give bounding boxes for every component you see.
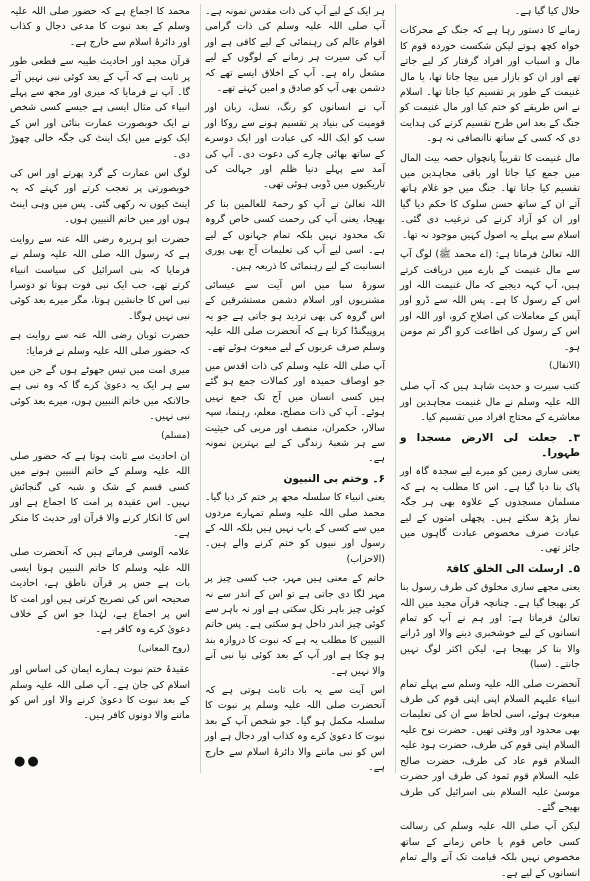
paragraph: اللہ تعالیٰ فرماتا ہے: (اے محمد ﷺ) لوگ آپ سے مال غنیمت کے بارے میں دریافت کرتے ہیں، آپ کہہ دیجیے کہ مال غنیمت اللہ اور اس کے رسول کا ہے۔ پس اللہ سے ڈرو اور آپس کے معاملات کی اصلاح کرو، اور اللہ اور اس کے رسول کی اطاعت کرو اگر تم مومن ہو۔ xyxy=(400,249,580,353)
paragraph: زمانے کا دستور رہا ہے کہ جنگ کے محرکات خواہ کچھ ہوتے لیکن شکست خوردہ قوم کا مال و اسباب اور افراد گرفتار کر لیے جاتے تھے اور ان کو بازار میں بیچا جاتا تھا، یا مال غنیمت کے طور پر تقسیم کیا جاتا تھا۔ اسلام نے اس طریقے کو ختم کیا اور مال غنیمت کو جنگ کے بعد اس طرح تقسیم کرنے کی ہدایت دی کہ کسی کے ساتھ ناانصافی نہ ہو۔ xyxy=(400,25,580,145)
column-left xyxy=(6,4,194,773)
paragraph: حضرت ابو ہریرہ رضی اللہ عنہ سے روایت ہے کہ رسول اللہ صلی اللہ علیہ وسلم نے فرمایا کہ بنی اسرائیل کی سیاست انبیاء کرتے تھے، جب ایک نبی فوت ہوتا تو دوسرا نبی اس کا جانشین ہوتا، مگر میرے بعد کوئی نبی نہیں ہوگا۔ xyxy=(10,233,190,322)
column-middle xyxy=(200,4,389,773)
column-right xyxy=(395,4,584,879)
citation: (مسلم) xyxy=(161,430,190,441)
paragraph: سورۂ سبا میں اس آیت سے عیسائی مشنریوں اور اسلام دشمن مستشرقین کے اس گروہ کی بھی تردید ہو جاتی ہے جو یہ پروپیگنڈا کرتا ہے کہ آنحضرت صلی اللہ علیہ وسلم صرف عربوں کے لیے مبعوث ہوئے تھے۔ xyxy=(205,279,385,353)
hadith-quote: میری امت میں تیس جھوٹے ہوں گے جن میں سے ہر ایک یہ دعویٰ کرے گا کہ وہ نبی ہے حالانکہ میں خاتم النبیین ہوں، میرے بعد کوئی نبی نہیں۔ xyxy=(10,364,190,423)
paragraph: عقیدۂ ختم نبوت ہمارے ایمان کی اساس اور اسلام کی جان ہے۔ آپ صلی اللہ علیہ وسلم کے بعد نبوت کا دعویٰ کرنے والا اور اس کو ماننے والا دونوں کافر ہیں۔ xyxy=(10,664,190,722)
paragraph: لوگ اس عمارت کے گرد پھرتے اور اس کی خوبصورتی پر تعجب کرتے اور کہتے کہ یہ اینٹ کیوں نہ رکھی گئی۔ پس میں وہی اینٹ ہوں اور میں خاتم النبیین ہوں۔ xyxy=(10,168,190,226)
paragraph: علامہ آلوسی فرماتے ہیں کہ آنحضرت صلی اللہ علیہ وسلم کا خاتم النبیین ہونا ایسی بات ہے جس پر قرآن ناطق ہے، احادیث صحیحہ اس کی تصریح کرتی ہیں اور امت کا اس پر اجماع ہے، لہٰذا جو اس کے خلاف دعویٰ کرے وہ کافر ہے۔ xyxy=(10,547,190,636)
paragraph: اس آیت سے یہ بات ثابت ہوتی ہے کہ آنحضرت صلی اللہ علیہ وسلم پر نبوت کا سلسلہ مکمل ہو گیا۔ جو شخص آپ کے بعد نبوت کا دعویٰ کرے وہ کذاب اور دجال ہے اور اس کو نبی ماننے والا دائرۂ اسلام سے خارج ہے۔ xyxy=(205,685,385,774)
paragraph: کتب سیرت و حدیث شاہد ہیں کہ آپ صلی اللہ علیہ وسلم نے مال غنیمت مجاہدین اور معاشرے کے محتاج افراد میں تقسیم کیا۔ xyxy=(400,381,580,424)
section-heading: ۵۔ ارسلت الی الخلق کافۃ xyxy=(446,562,580,575)
newspaper-page xyxy=(6,4,584,879)
paragraph: آپ صلی اللہ علیہ وسلم کی ذات اقدس میں جو اوصاف حمیدہ اور کمالات جمع ہو گئے ہیں کسی انسان میں آج تک جمع نہیں ہوئے۔ آپ کی ذات مصلح، معلم، رہنما، سپہ سالار، حکمران، منصف اور مربی کی حیثیت سے ہر شعبۂ زندگی کے لیے بہترین نمونہ ہے۔ xyxy=(205,360,385,465)
page-marker: ●● xyxy=(14,754,41,769)
paragraph: یعنی مجھے ساری مخلوق کی طرف رسول بنا کر بھیجا گیا ہے۔ چنانچہ قرآن مجید میں اللہ تعالیٰ فرماتا ہے: اور ہم نے آپ کو تمام انسانوں کے لیے خوشخبری دینے والا اور ڈرانے والا بنا کر بھیجا ہے، لیکن اکثر لوگ نہیں جانتے۔ (سبا) xyxy=(400,582,580,671)
paragraph: آنحضرت صلی اللہ علیہ وسلم سے پہلے تمام انبیاء علیہم السلام اپنی اپنی قوم کی طرف مبعوث ہوئے، اسی لحاظ سے ان کی تعلیمات بھی محدود اور وقتی تھیں۔ حضرت نوح علیہ السلام اپنی قوم کی طرف، حضرت ہود علیہ السلام قوم عاد کی طرف، حضرت صالح علیہ السلام قوم ثمود کی طرف اور حضرت موسیٰ علیہ السلام بنی اسرائیل کی طرف بھیجے گئے۔ xyxy=(400,678,580,813)
paragraph: قرآن مجید اور احادیث طیبہ سے قطعی طور پر ثابت ہے کہ آپ کے بعد کوئی نبی نہیں آئے گا۔ آپ نے فرمایا کہ میری اور مجھ سے پہلے انبیاء کی مثال ایسی ہے جیسے کسی شخص نے ایک خوبصورت عمارت بنائی اور اس کے ایک کونے میں ایک اینٹ کی جگہ خالی چھوڑ دی۔ xyxy=(10,56,190,160)
paragraph: ہر ایک کے لیے آپ کی ذات مقدس نمونہ ہے۔ آپ صلی اللہ علیہ وسلم کی ذات گرامی اقوام عالم کی رہنمائی کے لیے کافی ہے اور آپ کی سیرت ہر زمانے کے لوگوں کے لیے مشعل راہ ہے۔ آپ کے اخلاق ایسے تھے کہ دشمن بھی آپ کو صادق و امین کہتے تھے۔ xyxy=(205,6,385,95)
paragraph: مال غنیمت کا تقریباً پانچواں حصہ بیت المال میں جمع کیا جاتا اور باقی مجاہدین میں تقسیم کیا جاتا تھا۔ جنگ میں جو غلام ہاتھ آتے ان کے ساتھ حسن سلوک کا حکم دیا گیا اور ان کو آزاد کرنے کی ترغیب دی گئی۔ اسلام سے پہلے یہ اصول کہیں موجود نہ تھا۔ xyxy=(400,152,580,241)
paragraph: یعنی ساری زمین کو میرے لیے سجدہ گاہ اور پاک بنا دیا گیا ہے۔ اس کا مطلب یہ ہے کہ مسلمان مسجدوں کے علاوہ بھی ہر جگہ نماز پڑھ سکتے ہیں۔ پچھلی امتوں کے لیے عبادت صرف مخصوص عبادت گاہوں میں جائز تھی۔ xyxy=(400,466,580,555)
paragraph: اللہ تعالیٰ نے آپ کو رحمۃ للعالمین بنا کر بھیجا، یعنی آپ کی رحمت کسی خاص گروہ تک محدود نہیں بلکہ تمام جہانوں کے لیے ہے۔ اسی لیے آپ کی تعلیمات آج بھی پوری انسانیت کے لیے رہنمائی کا ذریعہ ہیں۔ xyxy=(205,198,385,272)
paragraph: لیکن آپ صلی اللہ علیہ وسلم کی رسالت کسی خاص قوم یا خاص زمانے کے ساتھ مخصوص نہیں بلکہ قیامت تک آنے والے تمام انسانوں کے لیے ہے۔ xyxy=(400,821,580,879)
section-heading: ۶۔ وختم بی النبیون xyxy=(283,472,385,485)
paragraph: محمد کا اجماع ہے کہ حضور صلی اللہ علیہ وسلم کے بعد نبوت کا مدعی دجال و کذاب اور دائرۂ اسلام سے خارج ہے۔ xyxy=(10,6,190,48)
paragraph: حضرت ثوبان رضی اللہ عنہ سے روایت ہے کہ حضور صلی اللہ علیہ وسلم نے فرمایا: xyxy=(10,330,190,357)
paragraph: آپ نے انسانوں کو رنگ، نسل، زبان اور قومیت کی بنیاد پر تقسیم ہونے سے روکا اور سب کو ایک اللہ کی عبادت اور ایک دوسرے کے ساتھ بھائی چارے کی دعوت دی۔ آپ کی آمد سے پہلے دنیا ظلم اور جہالت کی تاریکیوں میں ڈوبی ہوئی تھی۔ xyxy=(205,102,385,191)
paragraph: یعنی انبیاء کا سلسلہ مجھ پر ختم کر دیا گیا۔ محمد صلی اللہ علیہ وسلم تمہارے مردوں میں سے کسی کے باپ نہیں ہیں بلکہ اللہ کے رسول اور نبیوں کو ختم کرنے والے ہیں۔ (الاحزاب) xyxy=(205,492,385,565)
citation: (روح المعانی) xyxy=(138,643,190,654)
paragraph: حلال کیا گیا ہے۔ xyxy=(514,6,580,17)
paragraph: ان احادیث سے ثابت ہوتا ہے کہ حضور صلی اللہ علیہ وسلم کے خاتم النبیین ہونے میں کسی قسم کے شک و شبہ کی گنجائش نہیں۔ اس عقیدہ پر امت کا اجماع ہے اور اس کا انکار کرنے والا قرآن اور حدیث کا منکر ہے۔ xyxy=(10,450,190,539)
citation: (الانفال) xyxy=(549,360,580,371)
paragraph: خاتم کے معنی ہیں مہر، جب کسی چیز پر مہر لگا دی جاتی ہے تو اس کے اندر سے نہ کوئی چیز باہر نکل سکتی ہے اور نہ باہر سے کوئی چیز اندر داخل ہو سکتی ہے۔ پس خاتم النبیین کا مطلب یہ ہے کہ نبوت کا دروازہ بند ہو چکا ہے اور آپ کے بعد کوئی نیا نبی آنے والا نہیں ہے۔ xyxy=(205,573,385,677)
section-heading: ۳۔ جعلت لی الارض مسجدا و طہورا۔ xyxy=(400,431,580,459)
